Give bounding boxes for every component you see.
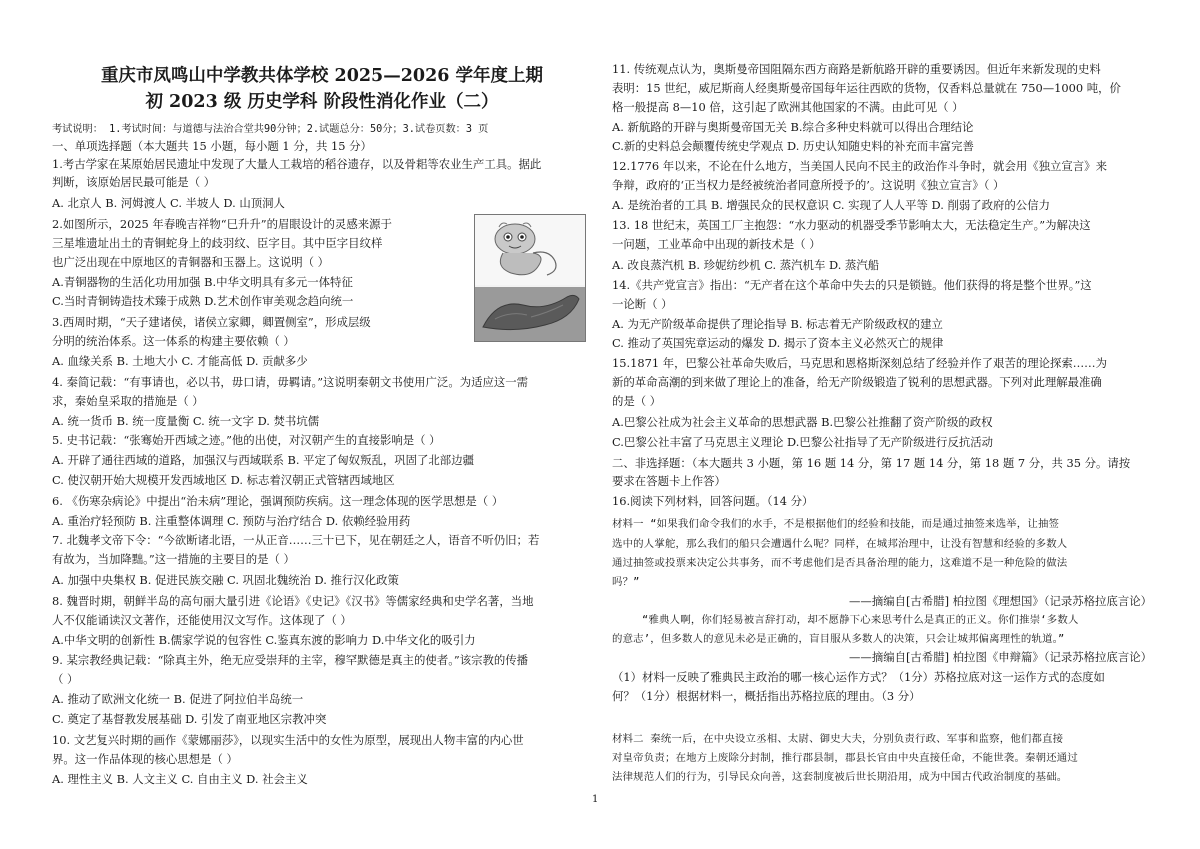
question-14-options[interactable]: C. 推动了英国宪章运动的爆发 D. 揭示了资本主义必然灭亡的规律 — [612, 336, 944, 350]
question-9-stem: （ ） — [52, 672, 79, 686]
material-1b-text: 的意志’，但多数人的意见未必是正确的，盲目服从多数人的决策，只会让城邦偏离理性的轨道。” — [612, 633, 1065, 645]
question-12-stem: 12.1776 年以来，不论在什么地方，当美国人民向不民主的政治作斗争时，就会用《独立宣言》来 — [612, 159, 1107, 173]
question-1-stem: 判断，该原始居民最可能是（ ） — [52, 175, 216, 189]
question-2-stem: 2.如图所示，2025 年春晚吉祥物“巳升升”的眉眼设计的灵感来源于 — [52, 217, 392, 231]
question-8-stem: 8. 魏晋时期，朝鲜半岛的高句丽大量引进《论语》《史记》《汉书》等儒家经典和史学名著，当地 — [52, 594, 534, 608]
question-15-options[interactable]: A.巴黎公社成为社会主义革命的思想武器 B.巴黎公社推翻了资产阶级的政权 — [612, 415, 993, 429]
question-15-stem: 的是（ ） — [612, 394, 662, 408]
question-15-options[interactable]: C.巴黎公社丰富了马克思主义理论 D.巴黎公社指导了无产阶级进行反抗活动 — [612, 435, 994, 449]
question-13-stem: 一问题，工业革命中出现的新技术是（ ） — [612, 237, 821, 251]
question-3-stem: 3.西周时期，“天子建诸侯，诸侯立家卿，卿置侧室”，形成层级 — [52, 315, 371, 329]
page-number: 1 — [592, 794, 599, 805]
exam-title-line-2: 初 2023 级 历史学科 阶段性消化作业（二） — [145, 92, 499, 112]
question-16-heading: 16.阅读下列材料，回答问题。（14 分） — [612, 494, 814, 508]
question-6-options[interactable]: A. 重治疗轻预防 B. 注重整体调理 C. 预防与治疗结合 D. 依赖经验用药 — [52, 514, 411, 528]
question-1-stem: 1.考古学家在某原始居民遗址中发现了大量人工栽培的稻谷遗存，以及骨耜等农业生产工具。据此 — [52, 157, 542, 171]
section-heading-essay: 二、非选择题：（本大题共 3 小题，第 16 题 14 分，第 17 题 14 分，第 18 题 7 分，共 35 分。请按 — [612, 456, 1131, 470]
question-5-stem: 5. 史书记载：“张骞始开西域之迹。”他的出使，对汉朝产生的直接影响是（ ） — [52, 433, 441, 447]
material-1-text: 选中的人掌舵，那么我们的船只会遭遇什么呢？同样，在城邦治理中，让没有智慧和经验的多数人 — [612, 538, 1068, 550]
question-7-stem: 7. 北魏孝文帝下令：“今欲断诸北语，一从正音……三十已下，见在朝廷之人，语音不听仍旧；若 — [52, 533, 540, 547]
question-16-part-1: 何？（1分）根据材料一，概括指出苏格拉底的理由。（3 分） — [612, 689, 921, 703]
question-9-stem: 9. 某宗教经典记载：“除真主外，绝无应受崇拜的主宰，穆罕默德是真主的使者。”该宗教的传播 — [52, 653, 529, 667]
snake-mascot-icon — [475, 215, 585, 341]
material-1b-text: “雅典人啊，你们轻易被言辞打动，却不愿静下心来思考什么是真正的正义。你们推崇‘多数人 — [642, 614, 1079, 626]
question-7-stem: 有故为，当加降黜。”这一措施的主要目的是（ ） — [52, 552, 295, 566]
question-16-part-1: （1）材料一反映了雅典民主政治的哪一核心运作方式？（1分）苏格拉底对这一运作方式的态度如 — [612, 670, 1105, 684]
question-5-options[interactable]: A. 开辟了通往西域的道路，加强汉与西域联系 B. 平定了匈奴叛乱，巩固了北部边疆 — [52, 453, 474, 467]
question-12-stem: 争辩，政府的‘正当权力是经被统治者同意所授予的’。这说明《独立宣言》（ ） — [612, 178, 1005, 192]
material-2-text: 对皇帝负责；在地方上废除分封制，推行郡县制，郡县长官由中央直接任命，不能世袭。秦朝还通过 — [612, 752, 1078, 764]
question-3-stem: 分明的统治体系。这一体系的构建主要依赖（ ） — [52, 334, 295, 348]
question-14-options[interactable]: A. 为无产阶级革命提供了理论指导 B. 标志着无产阶级政权的建立 — [612, 317, 943, 331]
question-2-stem: 也广泛出现在中原地区的青铜器和玉器上。这说明（ ） — [52, 255, 329, 269]
question-10-stem: 界。这一作品体现的核心思想是（ ） — [52, 752, 238, 766]
material-2-text: 材料二 秦统一后，在中央设立丞相、太尉、御史大夫，分别负责行政、军事和监察，他们都直接 — [612, 733, 1064, 745]
question-15-stem: 新的革命高潮的到来做了理论上的准备，给无产阶级锻造了锐利的思想武器。下列对此理解最准确 — [612, 375, 1102, 389]
question-2-stem: 三星堆遗址出土的青铜蛇身上的歧羽纹、臣字目。其中臣字目纹样 — [52, 236, 383, 250]
material-1-text: 通过抽签或投票来决定公共事务，而不考虑他们是否具备治理的能力，这难道不是一种危险的做法 — [612, 557, 1068, 569]
question-9-options[interactable]: C. 奠定了基督教发展基础 D. 引发了南亚地区宗教冲突 — [52, 712, 327, 726]
question-9-options[interactable]: A. 推动了欧洲文化统一 B. 促进了阿拉伯半岛统一 — [52, 692, 304, 706]
material-1-source: ——摘编自[古希腊] 柏拉图《理想国》（记录苏格拉底言论） — [849, 594, 1152, 608]
question-11-stem: 表明：15 世纪，威尼斯商人经奥斯曼帝国每年运往西欧的货物，仅香料总量就在 750—1000 吨，价 — [612, 81, 1121, 95]
question-14-stem: 一论断（ ） — [612, 297, 673, 311]
question-8-options[interactable]: A.中华文明的创新性 B.儒家学说的包容性 C.鉴真东渡的影响力 D.中华文化的吸引力 — [52, 633, 476, 647]
section-heading-essay: 要求在答题卡上作答） — [612, 474, 726, 488]
question-1-options[interactable]: A. 北京人 B. 河姆渡人 C. 半坡人 D. 山顶洞人 — [52, 196, 285, 210]
exam-instructions: 考试说明： 1.考试时间：与道德与法治合堂共90分钟；2.试题总分：50分；3.试卷页数：3 页 — [52, 124, 489, 135]
question-2-options[interactable]: C.当时青铜铸造技术臻于成熟 D.艺术创作审美观念趋向统一 — [52, 294, 354, 308]
question-3-options[interactable]: A. 血缘关系 B. 土地大小 C. 才能高低 D. 贡献多少 — [52, 354, 308, 368]
material-1-text: 材料一 “如果我们命令我们的水手，不是根据他们的经验和技能，而是通过抽签来选举，让抽签 — [612, 518, 1060, 530]
question-2-figure — [474, 214, 586, 342]
question-8-stem: 人不仅能诵读汉文著作，还能使用汉文写作。这体现了（ ） — [52, 613, 352, 627]
question-13-stem: 13. 18 世纪末，英国工厂主抱怨：“水力驱动的机器受季节影响太大，无法稳定生产。”为解决这 — [612, 218, 1091, 232]
question-4-stem: 求，秦始皇采取的措施是（ ） — [52, 394, 204, 408]
question-14-stem: 14.《共产党宣言》指出：“无产者在这个革命中失去的只是锁链。他们获得的将是整个世界。”这 — [612, 278, 1092, 292]
question-2-options[interactable]: A.青铜器物的生活化功用加强 B.中华文明具有多元一体特征 — [52, 275, 353, 289]
section-heading-choice: 一、单项选择题（本大题共 15 小题，每小题 1 分，共 15 分） — [52, 139, 372, 153]
question-15-stem: 15.1871 年，巴黎公社革命失败后，马克思和恩格斯深刻总结了经验并作了艰苦的理论探索……为 — [612, 356, 1107, 370]
question-12-options[interactable]: A. 是统治者的工具 B. 增强民众的民权意识 C. 实现了人人平等 D. 削弱了政府的公信力 — [612, 198, 1050, 212]
question-13-options[interactable]: A. 改良蒸汽机 B. 珍妮纺纱机 C. 蒸汽机车 D. 蒸汽船 — [612, 258, 880, 272]
question-11-options[interactable]: A. 新航路的开辟与奥斯曼帝国无关 B.综合多种史料就可以得出合理结论 — [612, 120, 974, 134]
question-11-options[interactable]: C.新的史料总会颠覆传统史学观点 D. 历史认知随史料的补充而丰富完善 — [612, 139, 974, 153]
question-10-stem: 10. 文艺复兴时期的画作《蒙娜丽莎》，以现实生活中的女性为原型，展现出人物丰富的内心世 — [52, 733, 524, 747]
question-4-stem: 4. 秦简记载：“有事请也，必以书，毋口请，毋羁请。”这说明秦朝文书使用广泛。为适应这一需 — [52, 375, 529, 389]
question-5-options[interactable]: C. 使汉朝开始大规模开发西域地区 D. 标志着汉朝正式管辖西域地区 — [52, 473, 395, 487]
question-4-options[interactable]: A. 统一货币 B. 统一度量衡 C. 统一文字 D. 焚书坑儒 — [52, 414, 320, 428]
material-1-text: 吗？” — [612, 576, 640, 588]
material-1b-source: ——摘编自[古希腊] 柏拉图《申辩篇》（记录苏格拉底言论） — [849, 650, 1152, 664]
question-11-stem: 格一般提高 8—10 倍，这引起了欧洲其他国家的不满。由此可见（ ） — [612, 100, 964, 114]
question-11-stem: 11. 传统观点认为，奥斯曼帝国阻隔东西方商路是新航路开辟的重要诱因。但近年来新发现的史料 — [612, 62, 1101, 76]
question-10-options[interactable]: A. 理性主义 B. 人文主义 C. 自由主义 D. 社会主义 — [52, 772, 308, 786]
exam-title-line-1: 重庆市凤鸣山中学教共体学校 2025—2026 学年度上期 — [100, 66, 544, 86]
material-2-text: 法律规范人们的行为，引导民众向善，这套制度被后世长期沿用，成为中国古代政治制度的基础。 — [612, 771, 1068, 783]
question-6-stem: 6. 《伤寒杂病论》中提出“治未病”理论，强调预防疾病。这一理念体现的医学思想是（ ） — [52, 494, 504, 508]
question-7-options[interactable]: A. 加强中央集权 B. 促进民族交融 C. 巩固北魏统治 D. 推行汉化政策 — [52, 573, 399, 587]
